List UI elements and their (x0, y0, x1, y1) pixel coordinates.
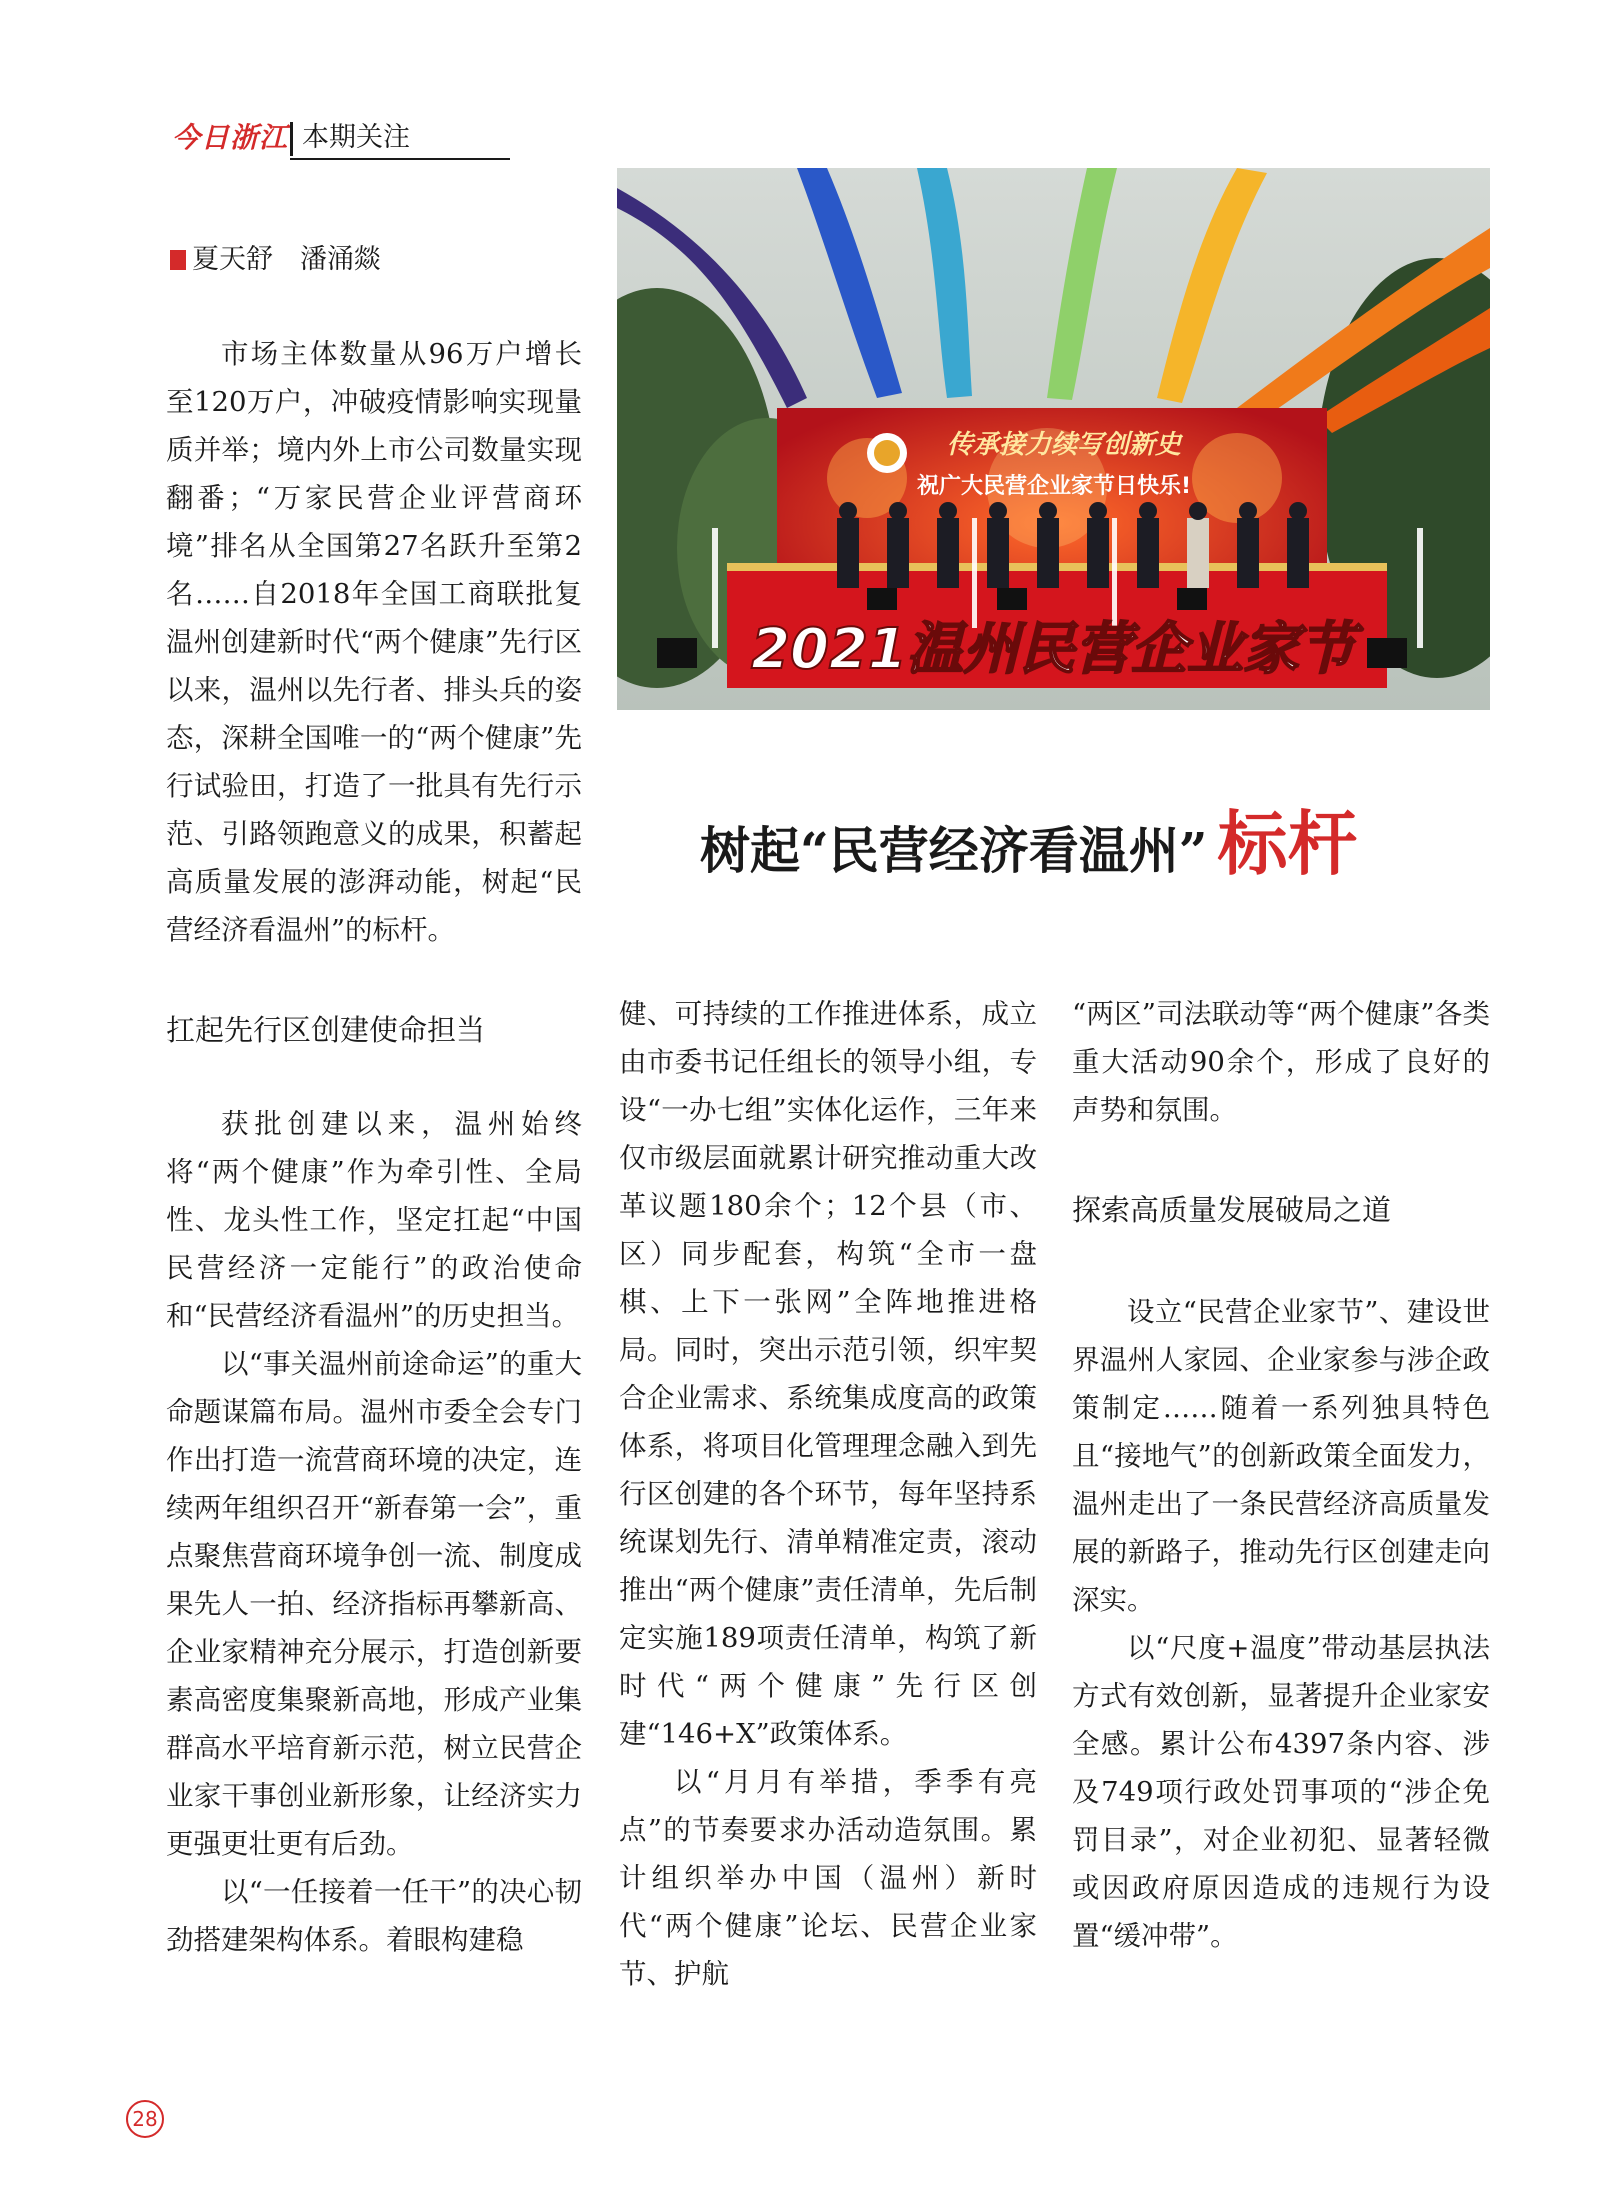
section1-paragraph-4-continued: “两区”司法联动等“两个健康”各类重大活动90余个，形成了良好的声势和氛围。 (1072, 998, 1490, 1126)
section1-paragraph-3: 以“一任接着一任干”的决心韧劲搭建架构体系。着眼构建稳 (166, 1876, 582, 1956)
header-divider (290, 122, 293, 156)
header-rule (290, 158, 510, 160)
section1-paragraph-1: 获批创建以来，温州始终将“两个健康”作为牵引性、全局性、龙头性工作，坚定扛起“中国民营经济一定能行”的政治使命和“民营经济看温州”的历史担当。 (166, 1108, 582, 1332)
section1-column1 (166, 1100, 582, 1964)
section1-column2 (619, 990, 1037, 1998)
section-label: 本期关注 (302, 122, 410, 153)
event-photo (617, 168, 1490, 710)
section2-paragraph-1: 设立“民营企业家节”、建设世界温州人家园、企业家参与涉企政策制定……随着一系列独具特色且“接地气”的创新政策全面发力，温州走出了一条民营经济高质量发展的新路子，推动先行区创建走向深实。 (1072, 1296, 1490, 1616)
stage-title: 2021温州民营企业家节 (751, 617, 1355, 682)
intro-paragraph: 市场主体数量从96万户增长至120万户，冲破疫情影响实现量质并举；境内外上市公司数量实现翻番；“万家民营企业评营商环境”排名从全国第27名跃升至第2名……自2018年全国工商联批复温州创建新时代“两个健康”先行区以来，温州以先行者、排头兵的姿态，深耕全国唯一的“两个健康”先行试验田，打造了一批具有先行示范、引路领跑意义的成果，积蓄起高质量发展的澎湃动能，树起“民营经济看温州”的标杆。 (166, 338, 582, 946)
section1-column3 (1072, 990, 1490, 1134)
section1-heading: 扛起先行区创建使命担当 (166, 1013, 486, 1047)
intro-paragraph-block (166, 330, 582, 954)
page-number: 28 (126, 2100, 164, 2138)
banner-line2: 祝广大民营企业家节日快乐! (917, 474, 1192, 499)
section2-paragraph-2: 以“尺度+温度”带动基层执法方式有效创新，显著提升企业家安全感。累计公布4397条内容、涉及749项行政处罚事项的“涉企免罚目录”，对企业初犯、显著轻微或因政府原因造成的违规行为设置“缓冲带”。 (1072, 1632, 1490, 1952)
byline-authors: 夏天舒 潘涌燚 (192, 244, 381, 275)
section1-paragraph-2: 以“事关温州前途命运”的重大命题谋篇布局。温州市委全会专门作出打造一流营商环境的决定，连续两年组织召开“新春第一会”，重点聚焦营商环境争创一流、制度成果先人一拍、经济指标再攀新高、企业家精神充分展示，打造创新要素高密度集聚新高地，形成产业集群高水平培育新示范，树立民营企业家干事创业新形象，让经济实力更强更壮更有后劲。 (166, 1348, 582, 1860)
byline (170, 242, 381, 278)
section1-paragraph-3-continued: 健、可持续的工作推进体系，成立由市委书记任组长的领导小组，专设“一办七组”实体化运作，三年来仅市级层面就累计研究推动重大改革议题180余个；12个县（市、区）同步配套，构筑“全市一盘棋、上下一张网”全阵地推进格局。同时，突出示范引领，织牢契合企业需求、系统集成度高的政策体系，将项目化管理理念融入到先行区创建的各个环节，每年坚持系统谋划先行、清单精准定责，滚动推出“两个健康”责任清单，先后制定实施189项责任清单，构筑了新时代“两个健康”先行区创建“146+X”政策体系。 (619, 998, 1037, 1750)
section2-column3 (1072, 1288, 1490, 1960)
headline-accent: 标杆 (1217, 802, 1358, 885)
byline-marker (170, 250, 186, 270)
section2-heading: 探索高质量发展破局之道 (1072, 1193, 1392, 1227)
magazine-logo: 今日浙江 (172, 121, 289, 154)
section1-paragraph-4: 以“月月有举措，季季有亮点”的节奏要求办活动造氛围。累计组织举办中国（温州）新时代“两个健康”论坛、民营企业家节、护航 (619, 1766, 1037, 1990)
banner-line1: 传承接力续写创新史 (947, 430, 1182, 460)
headline-main: 树起“民营经济看温州” (700, 821, 1208, 880)
article-headline (700, 802, 1480, 887)
